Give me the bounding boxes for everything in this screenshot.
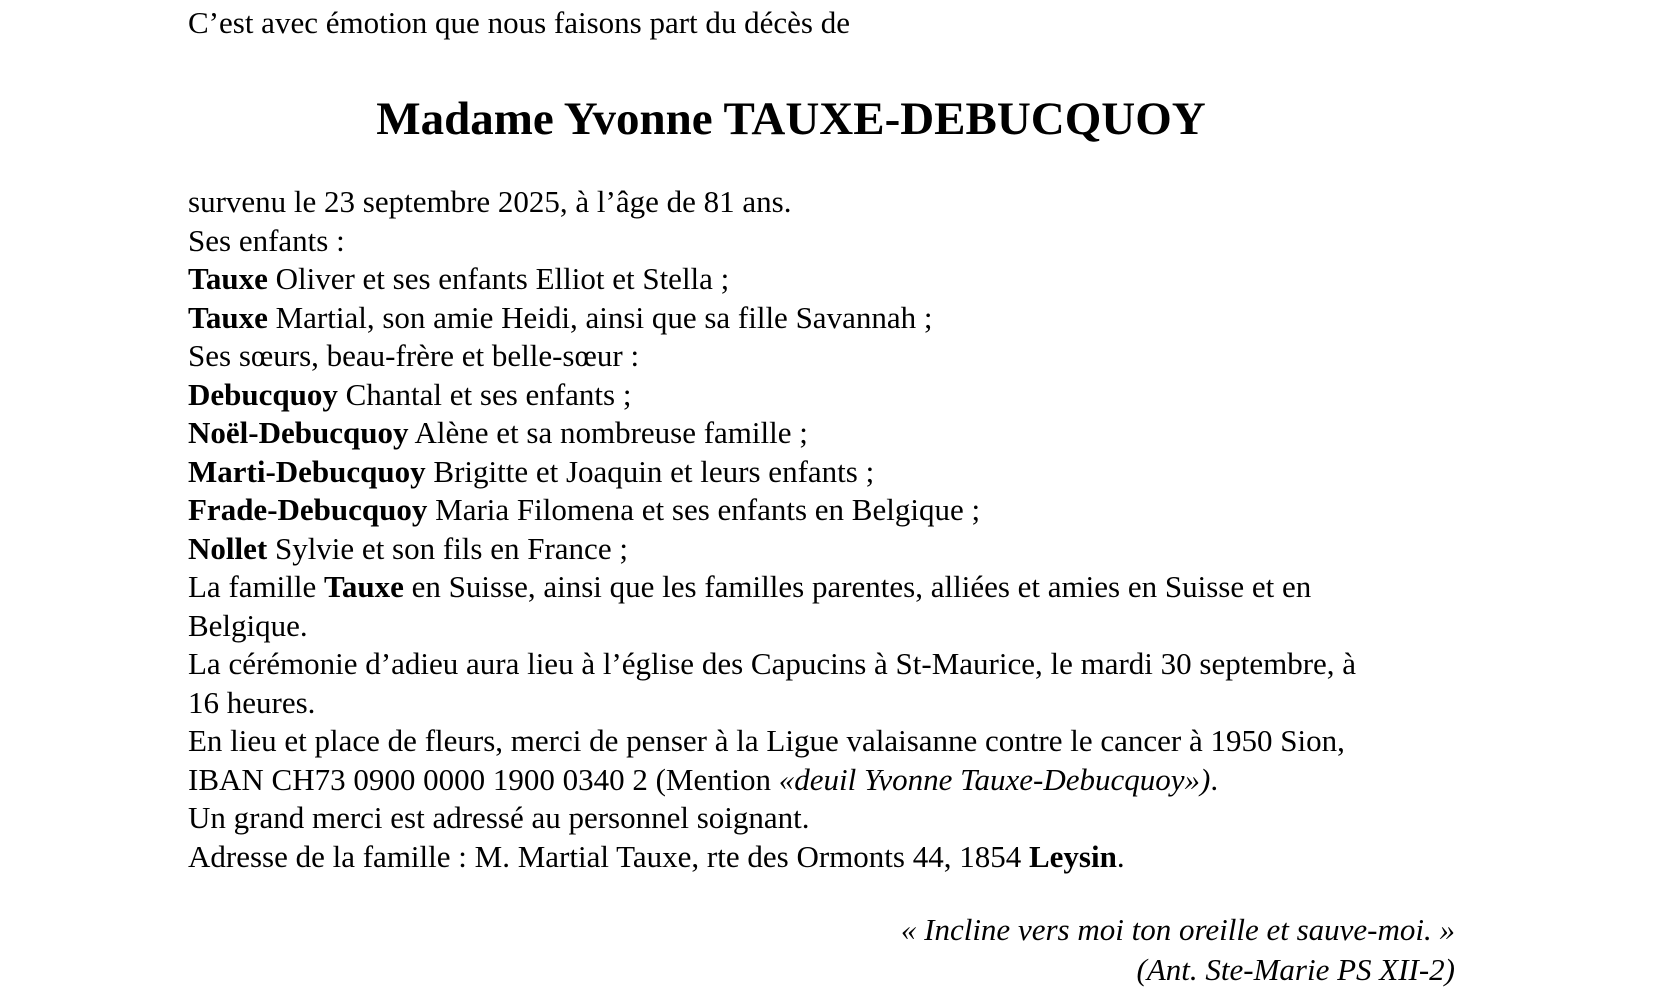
body-line: Marti-Debucquoy Brigitte et Joaquin et leurs enfants ; bbox=[188, 453, 875, 489]
body-line: Belgique. bbox=[188, 607, 308, 643]
body-line: Frade-Debucquoy Maria Filomena et ses enfants en Belgique ; bbox=[188, 492, 981, 527]
body-line: Ses enfants : bbox=[188, 222, 345, 258]
body-line: survenu le 23 septembre 2025, à l’âge de 81 ans. bbox=[188, 184, 792, 219]
body-line: Ses sœurs, beau-frère et belle-sœur : bbox=[188, 338, 640, 373]
body-line: La cérémonie d’adieu aura lieu à l’église des Capucins à St-Maurice, le mardi 30 septembre, à bbox=[188, 646, 1357, 681]
quote bbox=[901, 910, 1455, 990]
body-line: Debucquoy Chantal et ses enfants ; bbox=[188, 376, 632, 412]
intro-line: C’est avec émotion que nous faisons part du décès de bbox=[188, 5, 851, 40]
page-title: Madame Yvonne TAUXE-DEBUCQUOY bbox=[376, 93, 1206, 145]
body-text bbox=[188, 183, 1458, 876]
body-line: En lieu et place de fleurs, merci de penser à la Ligue valaisanne contre le cancer à 1950 Sion, bbox=[188, 723, 1345, 758]
quote-line-2: (Ant. Ste-Marie PS XII-2) bbox=[1136, 952, 1455, 987]
body-line: Noël-Debucquoy Alène et sa nombreuse famille ; bbox=[188, 415, 808, 450]
body-line: Adresse de la famille : M. Martial Tauxe, rte des Ormonts 44, 1854 Leysin. bbox=[188, 838, 1125, 874]
body-line: Un grand merci est adressé au personnel soignant. bbox=[188, 800, 810, 835]
quote-line-1: « Incline vers moi ton oreille et sauve-moi. » bbox=[900, 912, 1455, 947]
body-line: 16 heures. bbox=[188, 684, 316, 720]
body-line: Nollet Sylvie et son fils en France ; bbox=[188, 530, 628, 566]
body-line: IBAN CH73 0900 0000 1900 0340 2 (Mention «deuil Yvonne Tauxe-Debucquoy»). bbox=[188, 761, 1219, 797]
body-line: Tauxe Oliver et ses enfants Elliot et Stella ; bbox=[188, 261, 730, 296]
body-line: Tauxe Martial, son amie Heidi, ainsi que sa fille Savannah ; bbox=[188, 299, 933, 335]
body-line: La famille Tauxe en Suisse, ainsi que les familles parentes, alliées et amies en Suisse et en bbox=[188, 569, 1312, 604]
